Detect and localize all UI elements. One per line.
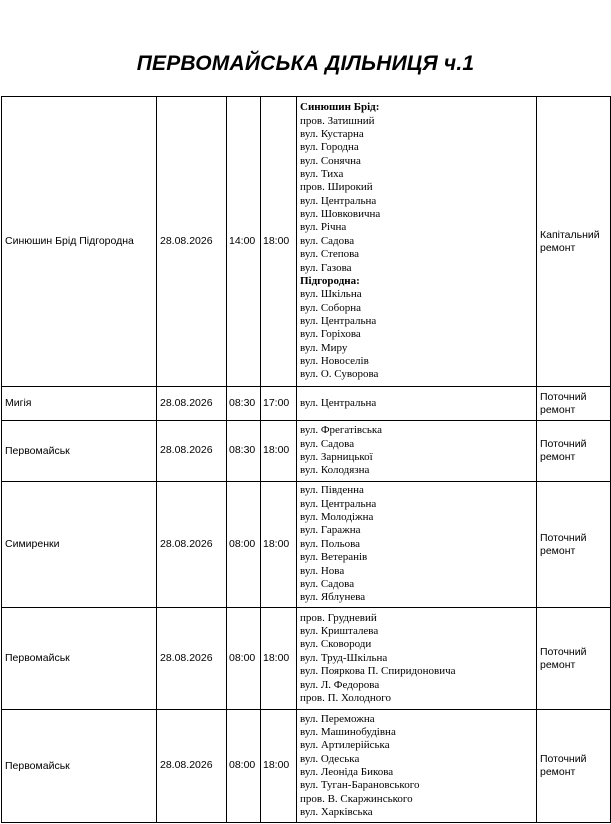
streets-cell — [297, 482, 537, 608]
street-item: пров. П. Холодного — [300, 691, 392, 704]
date-cell: 28.08.2026 — [157, 97, 227, 387]
street-item: вул. Труд-Шкільна — [300, 651, 388, 664]
start-time-cell: 08:00 — [227, 482, 261, 608]
settlement-heading: Синюшин Брід: — [300, 101, 380, 114]
end-time-cell: 18:00 — [261, 482, 297, 608]
table-body — [2, 97, 611, 823]
start-time-cell: 08:30 — [227, 421, 261, 482]
date-cell: 28.08.2026 — [157, 710, 227, 823]
street-item: вул. Південна — [300, 484, 364, 497]
work-type-cell: Поточний ремонт — [537, 608, 611, 710]
location-cell: Первомайськ — [2, 710, 157, 823]
date-cell: 28.08.2026 — [157, 482, 227, 608]
street-item: вул. Шовковична — [300, 208, 381, 221]
streets-cell — [297, 710, 537, 823]
street-item: вул. Центральна — [300, 314, 377, 327]
street-item: вул. Новоселів — [300, 354, 369, 367]
street-item: вул. Кустарна — [300, 128, 364, 141]
streets-cell — [297, 387, 537, 421]
street-item: вул. Польова — [300, 537, 361, 550]
location-cell: Симиренки — [2, 482, 157, 608]
streets-cell — [297, 608, 537, 710]
street-item: вул. Кришталева — [300, 625, 379, 638]
street-item: вул. Харківська — [300, 806, 373, 819]
street-item: вул. Степова — [300, 248, 360, 261]
street-item: вул. Туган-Барановського — [300, 779, 420, 792]
table-row — [2, 482, 611, 608]
street-item: вул. Городна — [300, 141, 359, 154]
location-cell: Мигія — [2, 387, 157, 421]
street-item: вул. Миру — [300, 341, 348, 354]
street-item: вул. Садова — [300, 437, 355, 450]
date-cell: 28.08.2026 — [157, 387, 227, 421]
street-item: пров. Затишний — [300, 114, 375, 127]
street-item: вул. Тиха — [300, 168, 344, 181]
work-type-cell: Капітальний ремонт — [537, 97, 611, 387]
street-item: вул. Соборна — [300, 301, 362, 314]
street-item: вул. Газова — [300, 261, 352, 274]
work-type-cell: Поточний ремонт — [537, 710, 611, 823]
page-title: ПЕРВОМАЙСЬКА ДІЛЬНИЦЯ ч.1 — [136, 52, 475, 75]
street-item: вул. Яблунева — [300, 591, 366, 604]
end-time-cell: 18:00 — [261, 608, 297, 710]
location-cell: Первомайськ — [2, 421, 157, 482]
table-row — [2, 421, 611, 482]
end-time-cell: 18:00 — [261, 710, 297, 823]
street-item: вул. Леоніда Бикова — [300, 766, 394, 778]
street-item: вул. Колодязна — [300, 464, 370, 477]
street-item: вул. Зарницької — [300, 451, 373, 463]
street-item: вул. Артилерійська — [300, 739, 390, 752]
street-item: пров. В. Скаржинського — [300, 792, 413, 805]
work-type-cell: Поточний ремонт — [537, 421, 611, 482]
street-item: вул. Річна — [300, 221, 347, 234]
table-row — [2, 387, 611, 421]
work-type-cell: Поточний ремонт — [537, 387, 611, 421]
end-time-cell: 18:00 — [261, 97, 297, 387]
streets-cell — [297, 97, 537, 387]
table-row — [2, 710, 611, 823]
end-time-cell: 18:00 — [261, 421, 297, 482]
street-item: вул. Центральна — [300, 497, 377, 510]
table-row — [2, 97, 611, 387]
start-time-cell: 14:00 — [227, 97, 261, 387]
street-item: вул. Машинобудівна — [300, 725, 396, 738]
location-cell: Синюшин Брід Підгородна — [2, 97, 157, 387]
street-item: пров. Грудневий — [300, 611, 377, 624]
street-item: вул. Одеська — [300, 752, 360, 765]
work-type-cell: Поточний ремонт — [537, 482, 611, 608]
street-item: вул. Центральна — [300, 194, 377, 207]
start-time-cell: 08:30 — [227, 387, 261, 421]
street-item: вул. Фрегатівська — [300, 424, 382, 437]
street-item: вул. Сонячна — [300, 154, 361, 167]
table-row — [2, 608, 611, 710]
street-item: вул. Пояркова П. Спиридоновича — [300, 665, 456, 678]
street-item: вул. Нова — [300, 564, 345, 577]
street-item: вул. Молодіжна — [300, 511, 374, 524]
street-item: вул. Гаражна — [300, 524, 361, 537]
streets-cell — [297, 421, 537, 482]
date-cell: 28.08.2026 — [157, 608, 227, 710]
street-item: вул. Садова — [300, 577, 355, 590]
end-time-cell: 17:00 — [261, 387, 297, 421]
location-cell: Первомайськ — [2, 608, 157, 710]
street-item: вул. Переможна — [300, 712, 375, 725]
street-item: пров. Широкий — [300, 181, 373, 194]
street-item: вул. Ветеранів — [300, 551, 368, 564]
street-item: вул. Шкільна — [300, 288, 362, 301]
start-time-cell: 08:00 — [227, 608, 261, 710]
date-cell: 28.08.2026 — [157, 421, 227, 482]
outage-schedule-table — [1, 96, 611, 823]
start-time-cell: 08:00 — [227, 710, 261, 823]
settlement-heading: Підгородна: — [300, 274, 360, 287]
street-item: вул. Л. Федорова — [300, 678, 380, 691]
street-item: вул. Сковороди — [300, 638, 372, 651]
street-item: вул. Центральна — [300, 396, 377, 409]
street-item: вул. Садова — [300, 234, 355, 247]
street-item: вул. О. Суворова — [300, 368, 379, 381]
street-item: вул. Горіхова — [300, 328, 361, 341]
